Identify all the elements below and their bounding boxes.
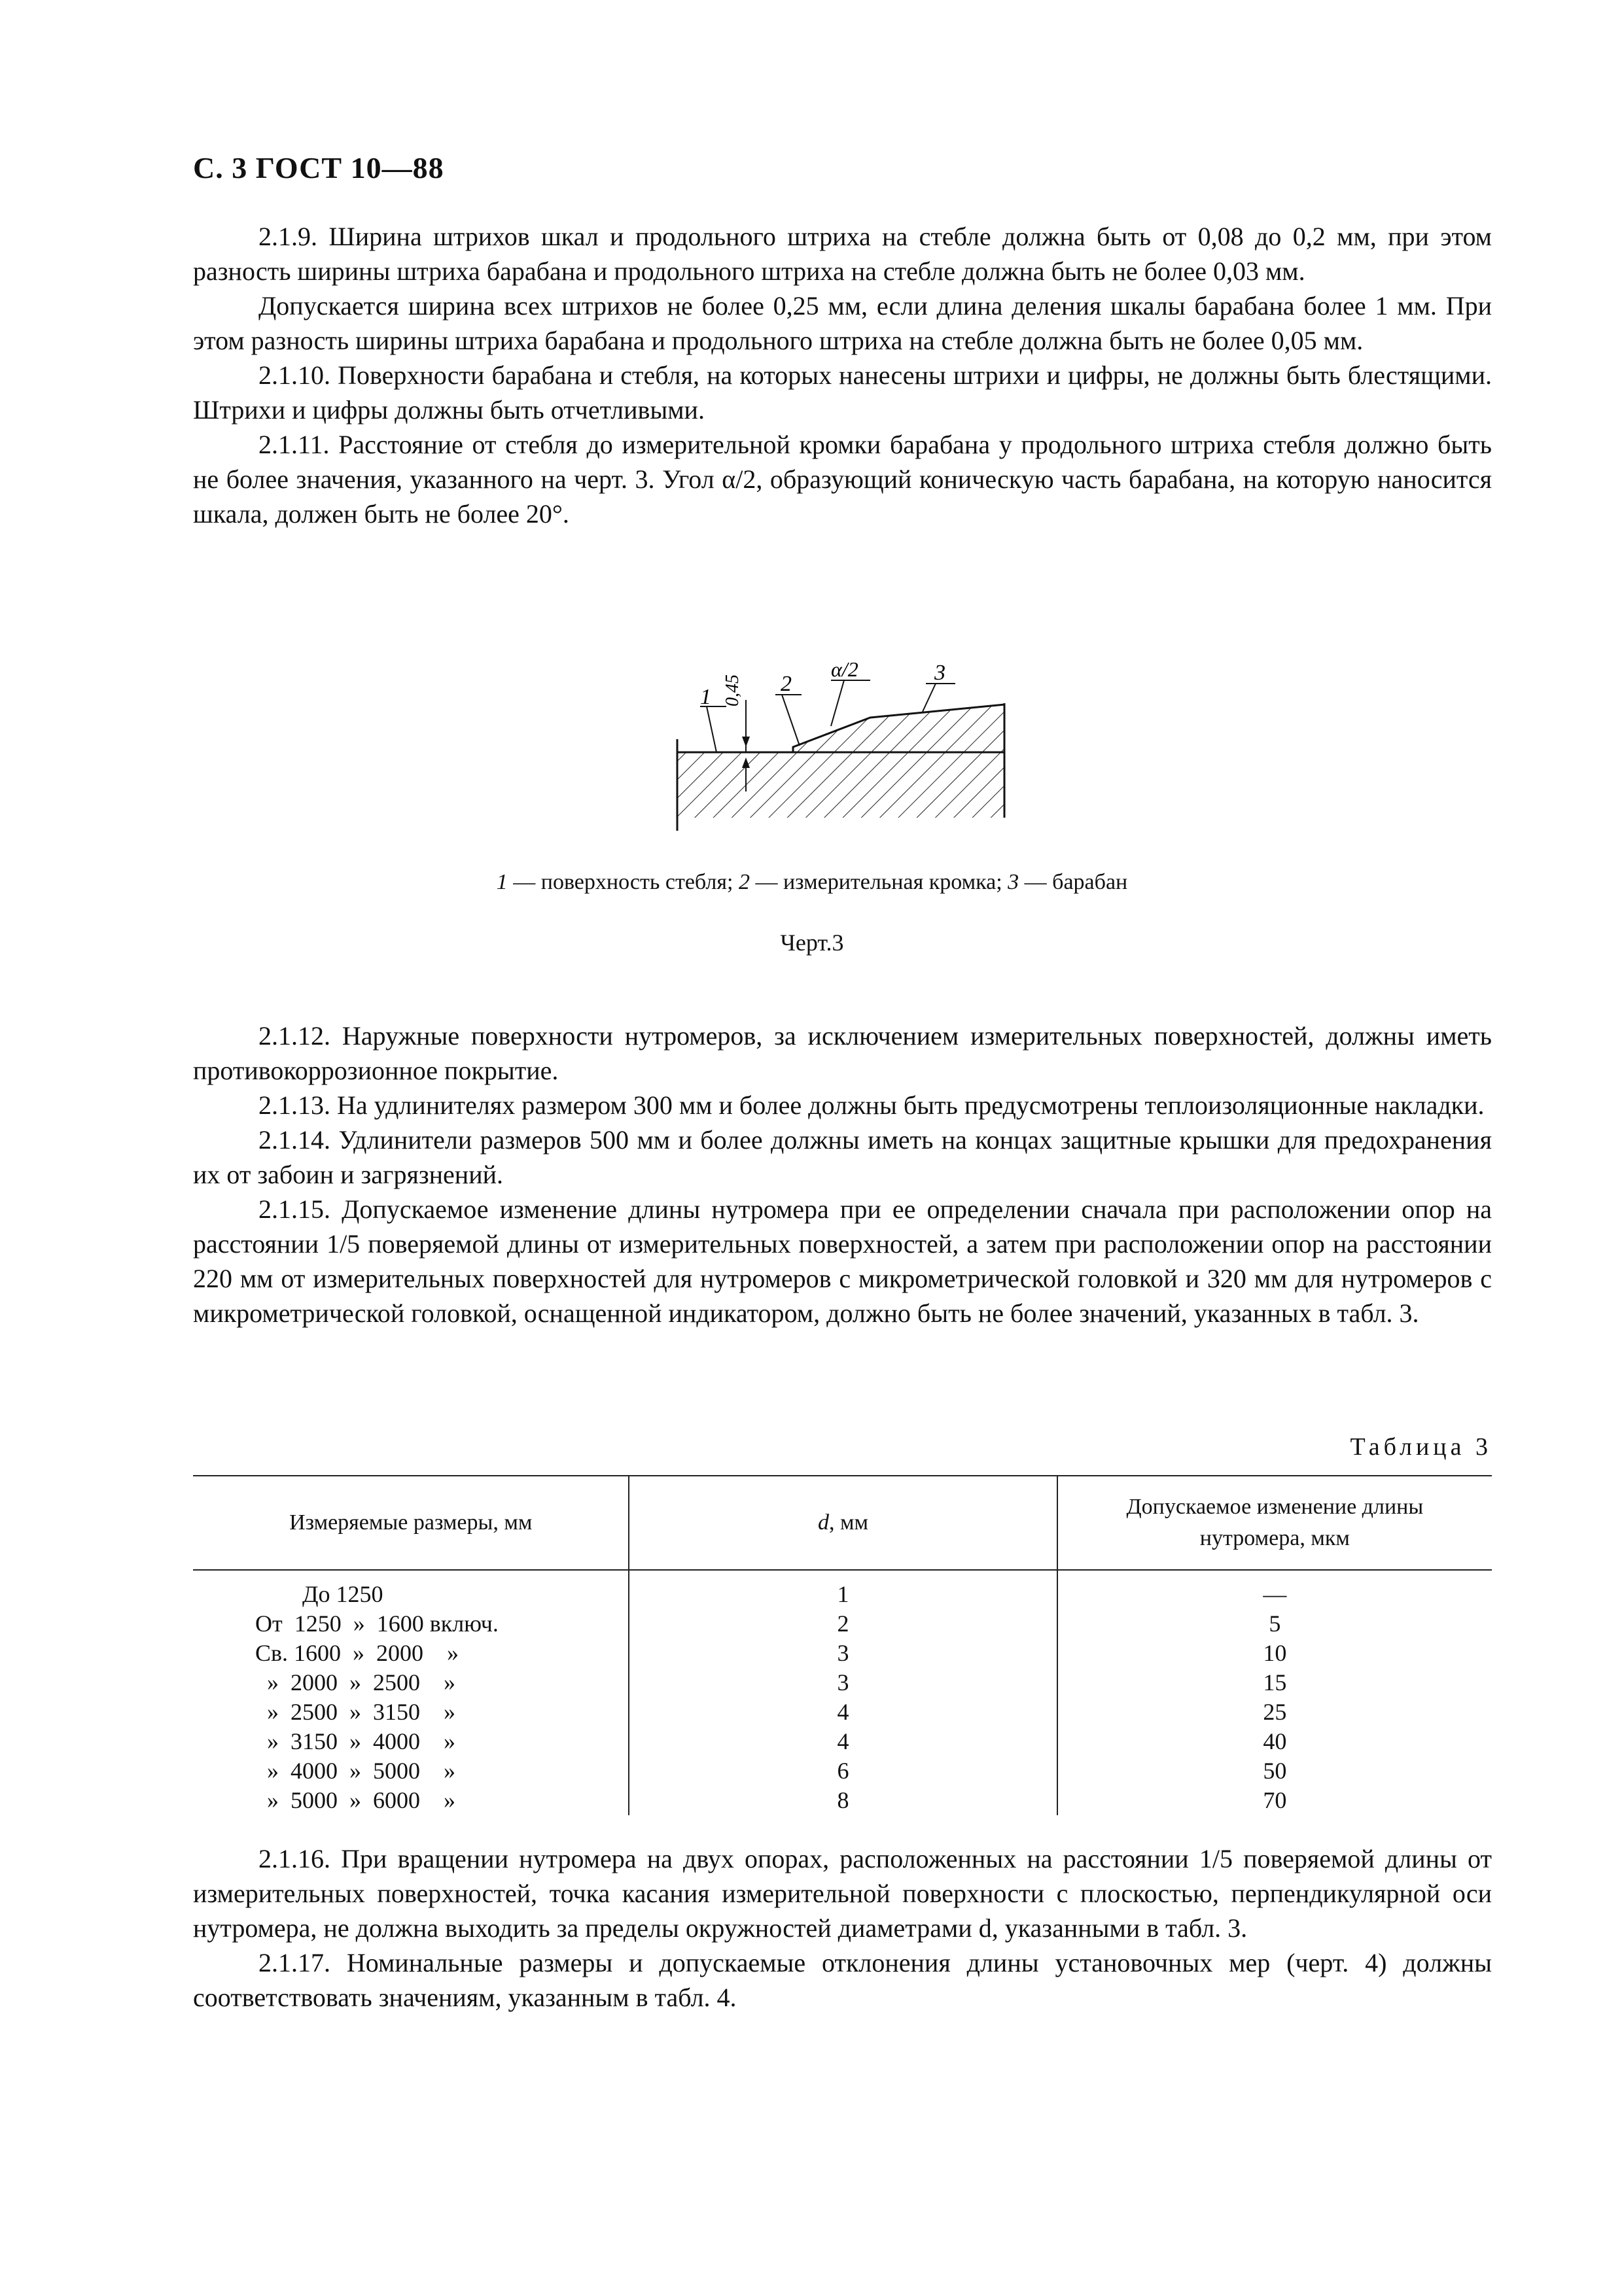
figure-caption: 1 — поверхность стебля; 2 — измерительная кромка; 3 — барабан — [496, 870, 1128, 894]
stem-body — [677, 752, 1004, 818]
caption-n1: 1 — [496, 870, 508, 894]
drum-body — [793, 704, 1004, 752]
paragraph-2-1-17: 2.1.17. Номинальные размеры и допускаемые отклонения длины установочных мер (черт. 4) должны соответствовать значениям, указанным в табл. 4. — [193, 1948, 1492, 2012]
paragraph-2-1-11: 2.1.11. Расстояние от стебля до измерительной кромки барабана у продольного штриха стебля должно быть не более значения, указанного на черт. 3. Угол α/2, образующий коническую часть барабана, на которую наносится шкала, должен быть не более 20°. — [193, 430, 1492, 529]
table-row: Св. 1600 » 2000 » 3 10 — [193, 1639, 1492, 1668]
table-row: » 5000 » 6000 » 8 70 — [193, 1786, 1492, 1815]
table-row: » 2000 » 2500 » 3 15 — [193, 1668, 1492, 1697]
table-title: Таблица 3 — [1350, 1433, 1492, 1461]
paragraph-2-1-16: 2.1.16. При вращении нутромера на двух опорах, расположенных на расстоянии 1/5 поверяемой длины от измерительных поверхностей, точка касания измерительной поверхности с плоскостью, перпендикулярной оси нутромера, не должна выходить за пределы окружностей диаметрами d, указанными в табл. 3. — [193, 1844, 1492, 1943]
table-row: От 1250 » 1600 включ. 2 5 — [193, 1609, 1492, 1639]
table-row: » 3150 » 4000 » 4 40 — [193, 1727, 1492, 1756]
text-section-middle — [193, 1018, 1492, 1331]
label-angle: α/2 — [831, 657, 858, 681]
caption-n3: 3 — [1008, 870, 1019, 894]
table-row: До 1250 1 — — [193, 1570, 1492, 1609]
paragraph-2-1-13: 2.1.13. На удлинителях размером 300 мм и более должны быть предусмотрены теплоизоляционные накладки. — [258, 1090, 1485, 1120]
header-change: Допускаемое изменение длины нутромера, мкм — [1057, 1476, 1492, 1570]
paragraph-2-1-10: 2.1.10. Поверхности барабана и стебля, на которых нанесены штрихи и цифры, не должны быть блестящими. Штрихи и цифры должны быть отчетливыми. — [193, 360, 1492, 425]
table-row: » 4000 » 5000 » 6 50 — [193, 1756, 1492, 1786]
paragraph-2-1-14: 2.1.14. Удлинители размеров 500 мм и более должны иметь на концах защитные крышки для предохранения их от забоин и загрязнений. — [193, 1125, 1492, 1189]
figure-name: Черт.3 — [780, 930, 844, 956]
table-row: » 2500 » 3150 » 4 25 — [193, 1697, 1492, 1727]
text-section-top — [193, 219, 1492, 531]
header-d: d, мм — [629, 1476, 1057, 1570]
text-section-bottom — [193, 1841, 1492, 2015]
dimension-label: 0,45 — [722, 674, 743, 706]
label-3: 3 — [934, 661, 945, 685]
paragraph-2-1-9-note: Допускается ширина всех штрихов не более 0,25 мм, если длина деления шкалы барабана более 1 мм. При этом разность ширины штриха барабана и продольного штриха на стебле должна быть не более 0,05 мм. — [193, 291, 1492, 355]
header-sizes: Измеряемые размеры, мм — [193, 1476, 629, 1570]
label-2: 2 — [781, 672, 792, 696]
page-header: С. 3 ГОСТ 10—88 — [193, 151, 444, 184]
paragraph-2-1-9: 2.1.9. Ширина штрихов шкал и продольного штриха на стебле должна быть от 0,08 до 0,2 мм, при этом разность ширины штриха барабана и продольного штриха на стебле должна быть не более 0,03 мм. — [193, 222, 1492, 286]
table-3 — [193, 1475, 1492, 1815]
paragraph-2-1-15: 2.1.15. Допускаемое изменение длины нутромера при ее определении сначала при расположении опор на расстоянии 1/5 поверяемой длины от измерительных поверхностей, а затем при расположении опор на расстоянии 220 мм от измерительных поверхностей для нутромеров с микрометрической головкой и 320 мм для нутромеров с микрометрической головкой, оснащенной индикатором, должно быть не более значений, указанных в табл. 3. — [193, 1194, 1492, 1328]
label-1: 1 — [700, 685, 711, 709]
drawing-3 — [654, 654, 1047, 850]
caption-n2: 2 — [738, 870, 750, 894]
paragraph-2-1-12: 2.1.12. Наружные поверхности нутромеров, за исключением измерительных поверхностей, должны иметь противокоррозионное покрытие. — [193, 1021, 1492, 1085]
